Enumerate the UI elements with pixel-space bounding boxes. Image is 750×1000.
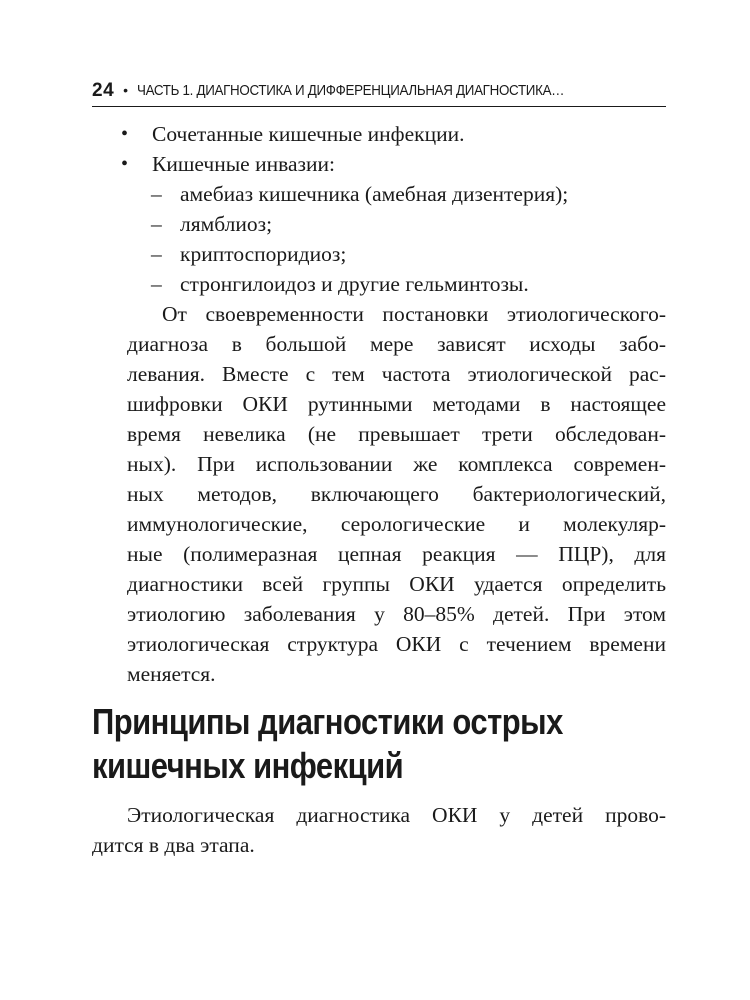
bullet-icon: •: [121, 123, 129, 145]
dash-icon: –: [151, 212, 162, 236]
paragraph-line: Этиологическая диагностика ОКИ у детей прово-: [127, 803, 666, 827]
sub-list-item: [92, 209, 666, 239]
paragraph-line: время невелика (не превышает трети обследован-: [127, 422, 666, 446]
paragraph-line: ных). При использовании же комплекса современ-: [127, 452, 666, 476]
header-rule: [92, 106, 666, 107]
paragraph-line: иммунологические, серологические и молекуляр-: [127, 512, 666, 536]
section-heading-line: кишечных инфекций: [92, 745, 404, 786]
body-paragraph: [92, 299, 666, 689]
section-heading: [92, 700, 666, 788]
section-heading-line: Принципы диагностики острых: [92, 701, 563, 742]
sub-list-item-text: амебиаз кишечника (амебная дизентерия);: [180, 182, 569, 206]
page-number: 24: [92, 80, 115, 101]
bullet-icon: •: [121, 153, 129, 175]
dash-icon: –: [151, 242, 162, 266]
paragraph-line: этиологическая структура ОКИ с течением времени: [127, 632, 666, 656]
paragraph-line: этиологию заболевания у 80–85% детей. При этом: [127, 602, 666, 626]
running-head-separator: •: [123, 82, 129, 98]
paragraph-line: шифровки ОКИ рутинными методами в настоящее: [127, 392, 666, 416]
list-item-text: Сочетанные кишечные инфекции.: [152, 122, 465, 146]
page-body: [92, 119, 666, 689]
body-paragraph: [92, 800, 666, 860]
paragraph-line: диагностики всей группы ОКИ удается определить: [127, 572, 666, 596]
sub-list-item: [92, 239, 666, 269]
list-item: [92, 119, 666, 149]
list-item-text: Кишечные инвазии:: [152, 152, 335, 176]
paragraph-line: диагноза в большой мере зависят исходы забо-: [127, 332, 666, 356]
paragraph-line: дится в два этапа.: [92, 833, 255, 857]
paragraph-line: ные (полимеразная цепная реакция — ПЦР), для: [127, 542, 666, 566]
paragraph-line: ных методов, включающего бактериологический,: [127, 482, 666, 506]
running-head: [92, 76, 666, 102]
dash-icon: –: [151, 182, 162, 206]
paragraph-line: левания. Вместе с тем частота этиологической рас-: [127, 362, 666, 386]
dash-icon: –: [151, 272, 162, 296]
sub-list-item: [92, 179, 666, 209]
paragraph-line: меняется.: [127, 662, 216, 686]
running-head-title: ЧАСТЬ 1. ДИАГНОСТИКА И ДИФФЕРЕНЦИАЛЬНАЯ ДИАГНОСТИКА…: [137, 82, 565, 99]
paragraph-line: От своевременности постановки этиологического-: [162, 302, 666, 326]
sub-list-item-text: криптоспоридиоз;: [180, 242, 347, 266]
sub-list-item: [92, 269, 666, 299]
sub-list-item-text: лямблиоз;: [180, 212, 273, 236]
sub-list-item-text: стронгилоидоз и другие гельминтозы.: [180, 272, 529, 296]
list-item: [92, 149, 666, 179]
